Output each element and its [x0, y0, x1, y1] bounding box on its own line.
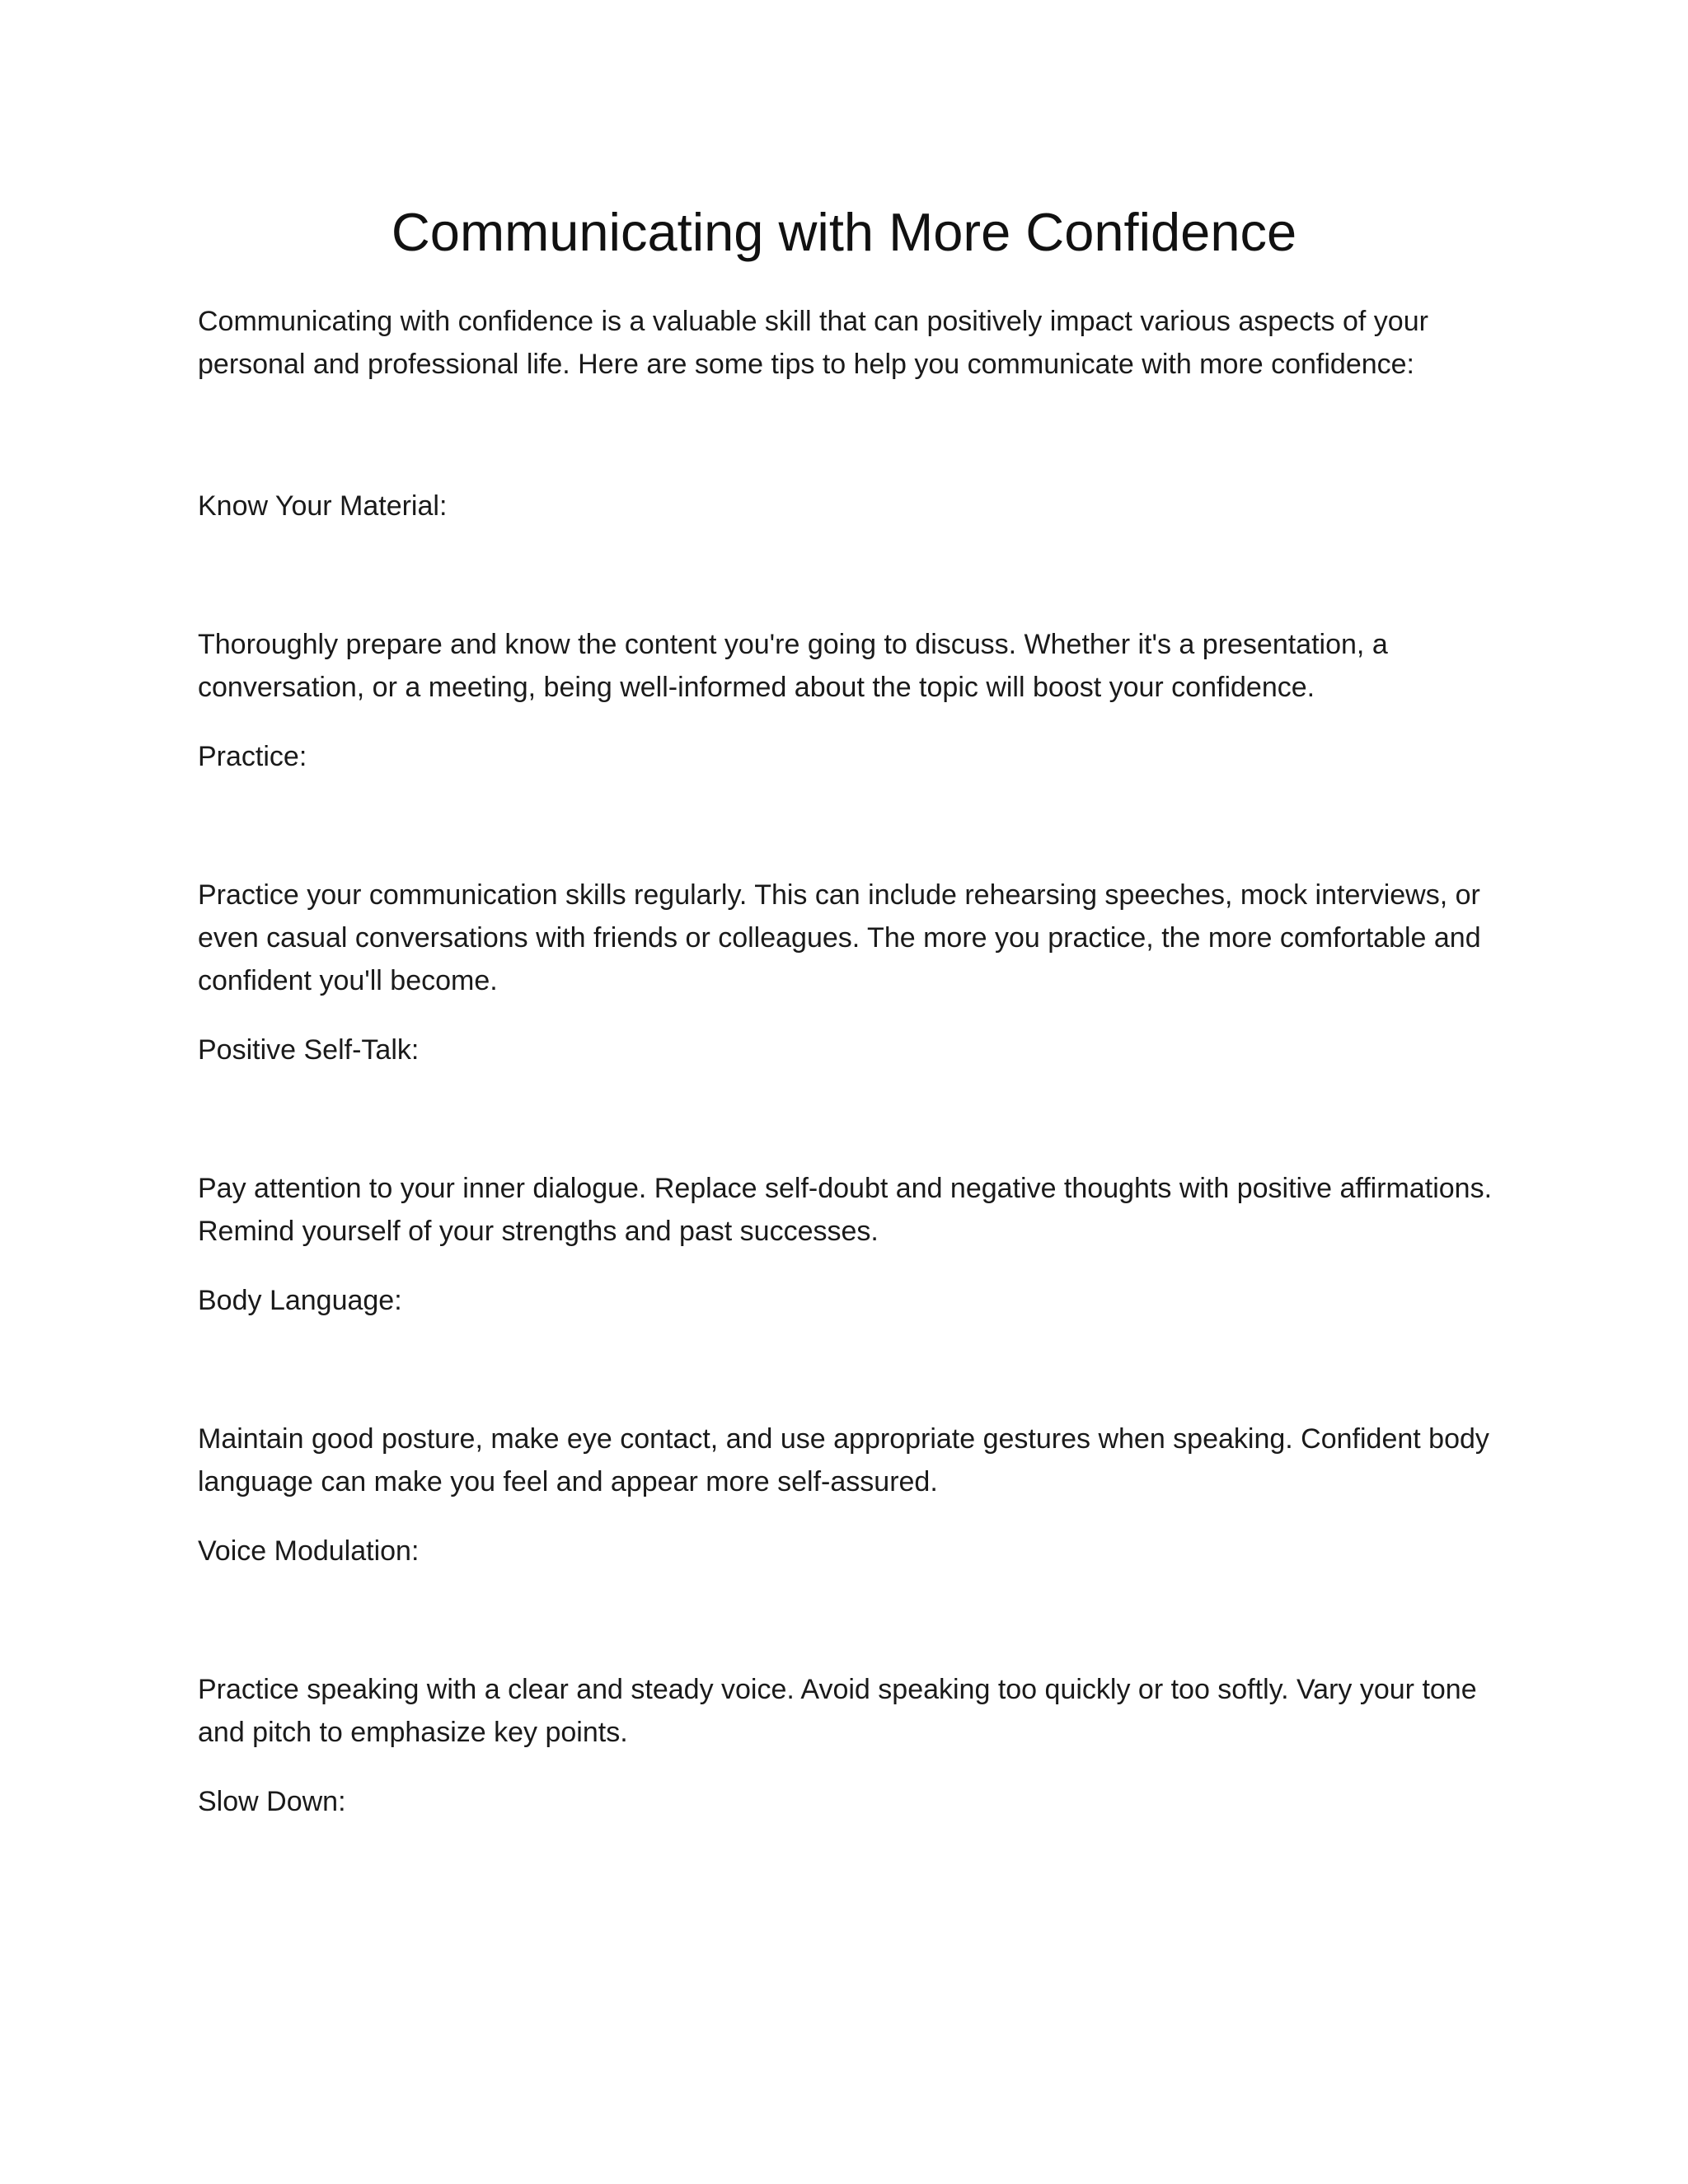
section-body-voice-modulation: Practice speaking with a clear and steady voice. Avoid speaking too quickly or too softly. Vary your tone and pitch to emphasize key points. — [198, 1674, 1477, 1748]
section-body-positive-self-talk: Pay attention to your inner dialogue. Replace self-doubt and negative thoughts with positive affirmations. Remind yourself of your strengths and past successes. — [198, 1173, 1493, 1247]
page-title: Communicating with More Confidence — [391, 202, 1297, 262]
section-body-practice: Practice your communication skills regularly. This can include rehearsing speeches, mock interviews, or even casual conversations with friends or colleagues. The more you practice, the more comfortable and confident you'll become. — [198, 879, 1481, 996]
section-body-know-your-material: Thoroughly prepare and know the content you're going to discuss. Whether it's a presentation, a conversation, or a meeting, being well-informed about the topic will boost your confidence. — [198, 629, 1388, 703]
section-heading-practice: Practice: — [198, 741, 307, 772]
section-heading-slow-down: Slow Down: — [198, 1786, 346, 1817]
section-heading-positive-self-talk: Positive Self-Talk: — [198, 1034, 420, 1066]
section-heading-body-language: Body Language: — [198, 1285, 402, 1316]
intro-paragraph: Communicating with confidence is a valuable skill that can positively impact various aspects of your personal and professional life. Here are some tips to help you communicate with more confidence: — [198, 306, 1428, 380]
section-body-body-language: Maintain good posture, make eye contact, and use appropriate gestures when speaking. Confident body language can make you feel and appear more self-assured. — [198, 1423, 1489, 1497]
section-heading-know-your-material: Know Your Material: — [198, 490, 448, 522]
section-heading-voice-modulation: Voice Modulation: — [198, 1535, 420, 1567]
